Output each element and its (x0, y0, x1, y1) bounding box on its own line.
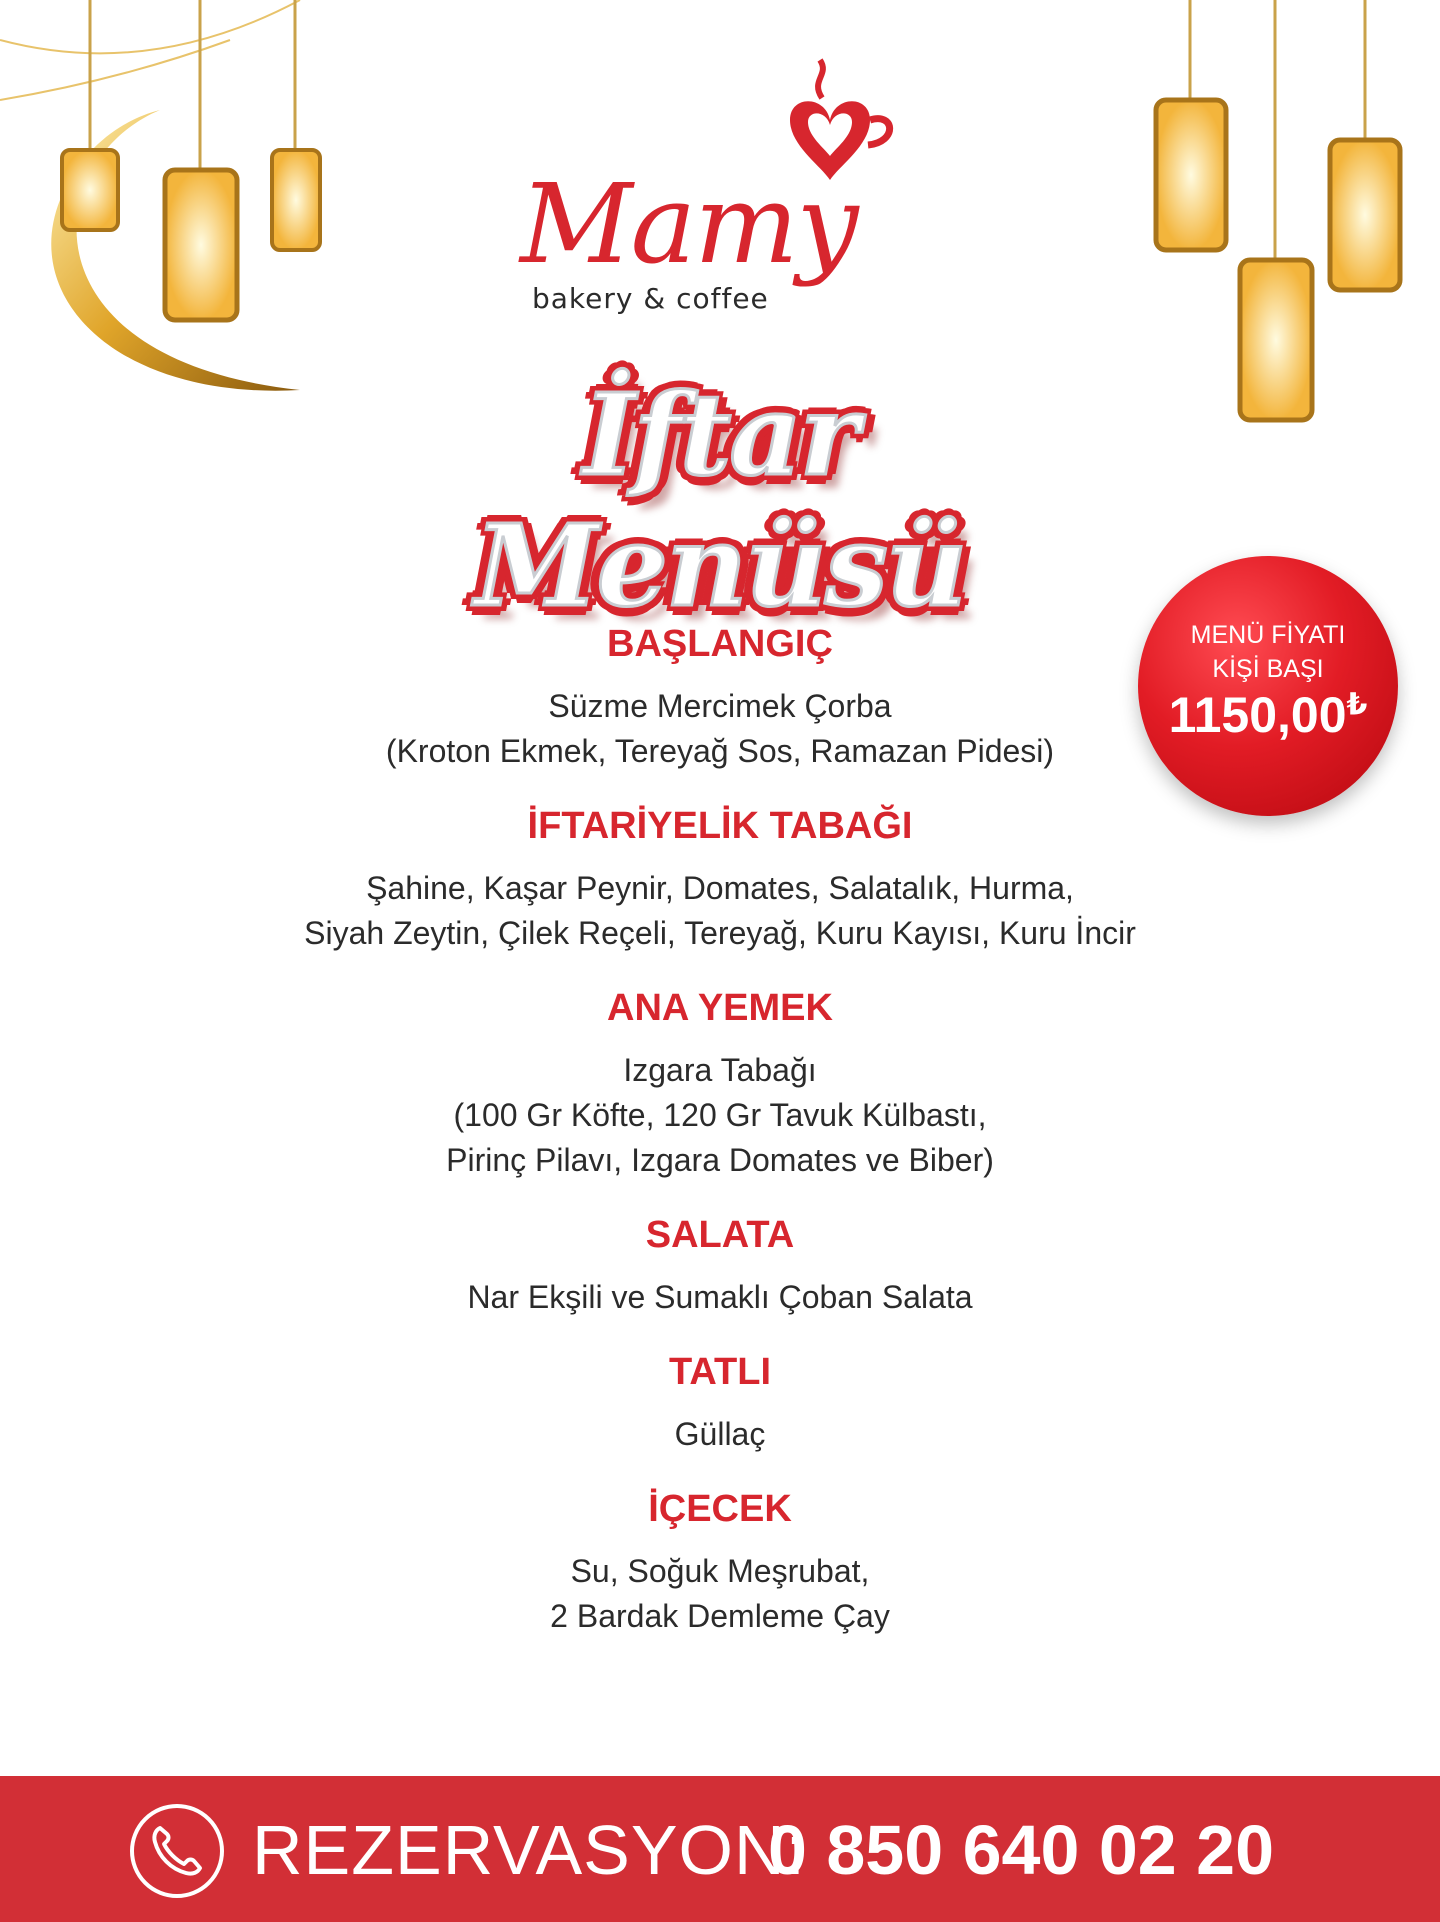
price-label-line2: KİŞİ BAŞI (1212, 655, 1324, 683)
menu-section-iftariyelik (220, 800, 1220, 956)
section-line: Pirinç Pilavı, Izgara Domates ve Biber) (446, 1142, 994, 1178)
page-title: İftar Menüsü (474, 370, 966, 632)
price-label-line1: MENÜ FİYATI (1190, 621, 1346, 649)
brand-name: Mamy (520, 160, 857, 288)
reservation-bar (0, 1776, 1440, 1922)
lantern-decoration (1120, 0, 1440, 440)
crescent-lantern-decoration (0, 0, 330, 430)
menu-section-icecek (220, 1483, 1220, 1639)
section-line: Süzme Mercimek Çorba (548, 688, 892, 724)
section-line: Siyah Zeytin, Çilek Reçeli, Tereyağ, Kuru Kayısı, Kuru İncir (304, 915, 1136, 951)
menu-section-baslangic (220, 618, 1220, 774)
reservation-label: REZERVASYON: (252, 1811, 806, 1889)
section-title: İFTARİYELİK TABAĞI (527, 805, 913, 847)
section-line: Güllaç (674, 1416, 766, 1452)
price-amount: 1150,00 (1168, 687, 1347, 743)
section-line: 2 Bardak Demleme Çay (550, 1598, 890, 1634)
menu-list (220, 618, 1220, 1665)
brand-tagline: bakery & coffee (532, 282, 769, 315)
reservation-phone[interactable]: 0 850 640 02 20 (768, 1811, 1275, 1889)
section-title: BAŞLANGIÇ (607, 623, 833, 665)
section-title: TATLI (669, 1351, 771, 1393)
section-title: ANA YEMEK (607, 987, 833, 1029)
section-line: (100 Gr Köfte, 120 Gr Tavuk Külbastı, (453, 1097, 987, 1133)
section-title: İÇECEK (648, 1488, 792, 1530)
section-line: (Kroton Ekmek, Tereyağ Sos, Ramazan Pidesi) (385, 733, 1055, 769)
section-line: Izgara Tabağı (623, 1052, 817, 1088)
section-title: SALATA (645, 1214, 795, 1256)
menu-section-ana-yemek (220, 982, 1220, 1183)
brand-logo (520, 50, 920, 320)
menu-section-salata (220, 1209, 1220, 1320)
menu-section-tatli (220, 1346, 1220, 1457)
phone-icon (128, 1802, 226, 1900)
section-line: Şahine, Kaşar Peynir, Domates, Salatalık, Hurma, (366, 870, 1074, 906)
price-currency: ₺ (1346, 688, 1368, 722)
section-line: Nar Ekşili ve Sumaklı Çoban Salata (467, 1279, 973, 1315)
section-line: Su, Soğuk Meşrubat, (570, 1553, 870, 1589)
